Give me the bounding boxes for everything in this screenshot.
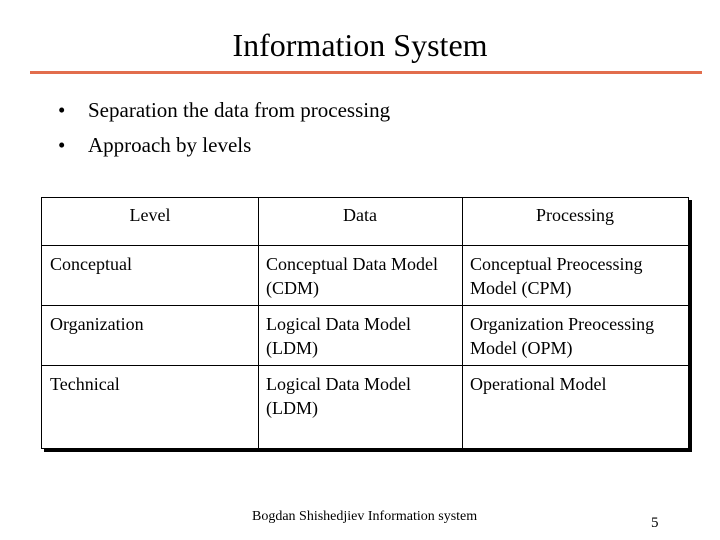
bullet-icon: • xyxy=(58,98,66,122)
cell-processing: Organization Preocessing Model (OPM) xyxy=(470,314,655,358)
column-divider xyxy=(258,198,259,448)
title-divider xyxy=(30,71,702,74)
levels-table xyxy=(41,197,689,449)
slide-title: Information System xyxy=(232,27,488,63)
header-level: Level xyxy=(129,205,171,225)
bullet-icon: • xyxy=(58,133,66,157)
row-divider xyxy=(42,245,688,246)
row-divider xyxy=(42,305,688,306)
cell-level: Organization xyxy=(50,314,144,334)
footer-text: Bogdan Shishedjiev Information system xyxy=(252,509,478,524)
bullet-text: Approach by levels xyxy=(88,133,252,157)
cell-level: Conceptual xyxy=(50,254,132,274)
cell-level: Technical xyxy=(50,374,120,394)
header-data: Data xyxy=(343,205,377,225)
bullet-list xyxy=(58,93,390,163)
bullet-item xyxy=(58,93,390,128)
cell-data: Logical Data Model (LDM) xyxy=(266,374,411,418)
bullet-item xyxy=(58,128,390,163)
row-divider xyxy=(42,365,688,366)
cell-data: Conceptual Data Model (CDM) xyxy=(266,254,438,298)
cell-data: Logical Data Model (LDM) xyxy=(266,314,411,358)
cell-processing: Conceptual Preocessing Model (CPM) xyxy=(470,254,643,298)
bullet-text: Separation the data from processing xyxy=(88,98,391,122)
column-divider xyxy=(462,198,463,448)
cell-processing: Operational Model xyxy=(470,374,607,394)
page-number: 5 xyxy=(651,515,659,531)
header-processing: Processing xyxy=(536,205,614,225)
